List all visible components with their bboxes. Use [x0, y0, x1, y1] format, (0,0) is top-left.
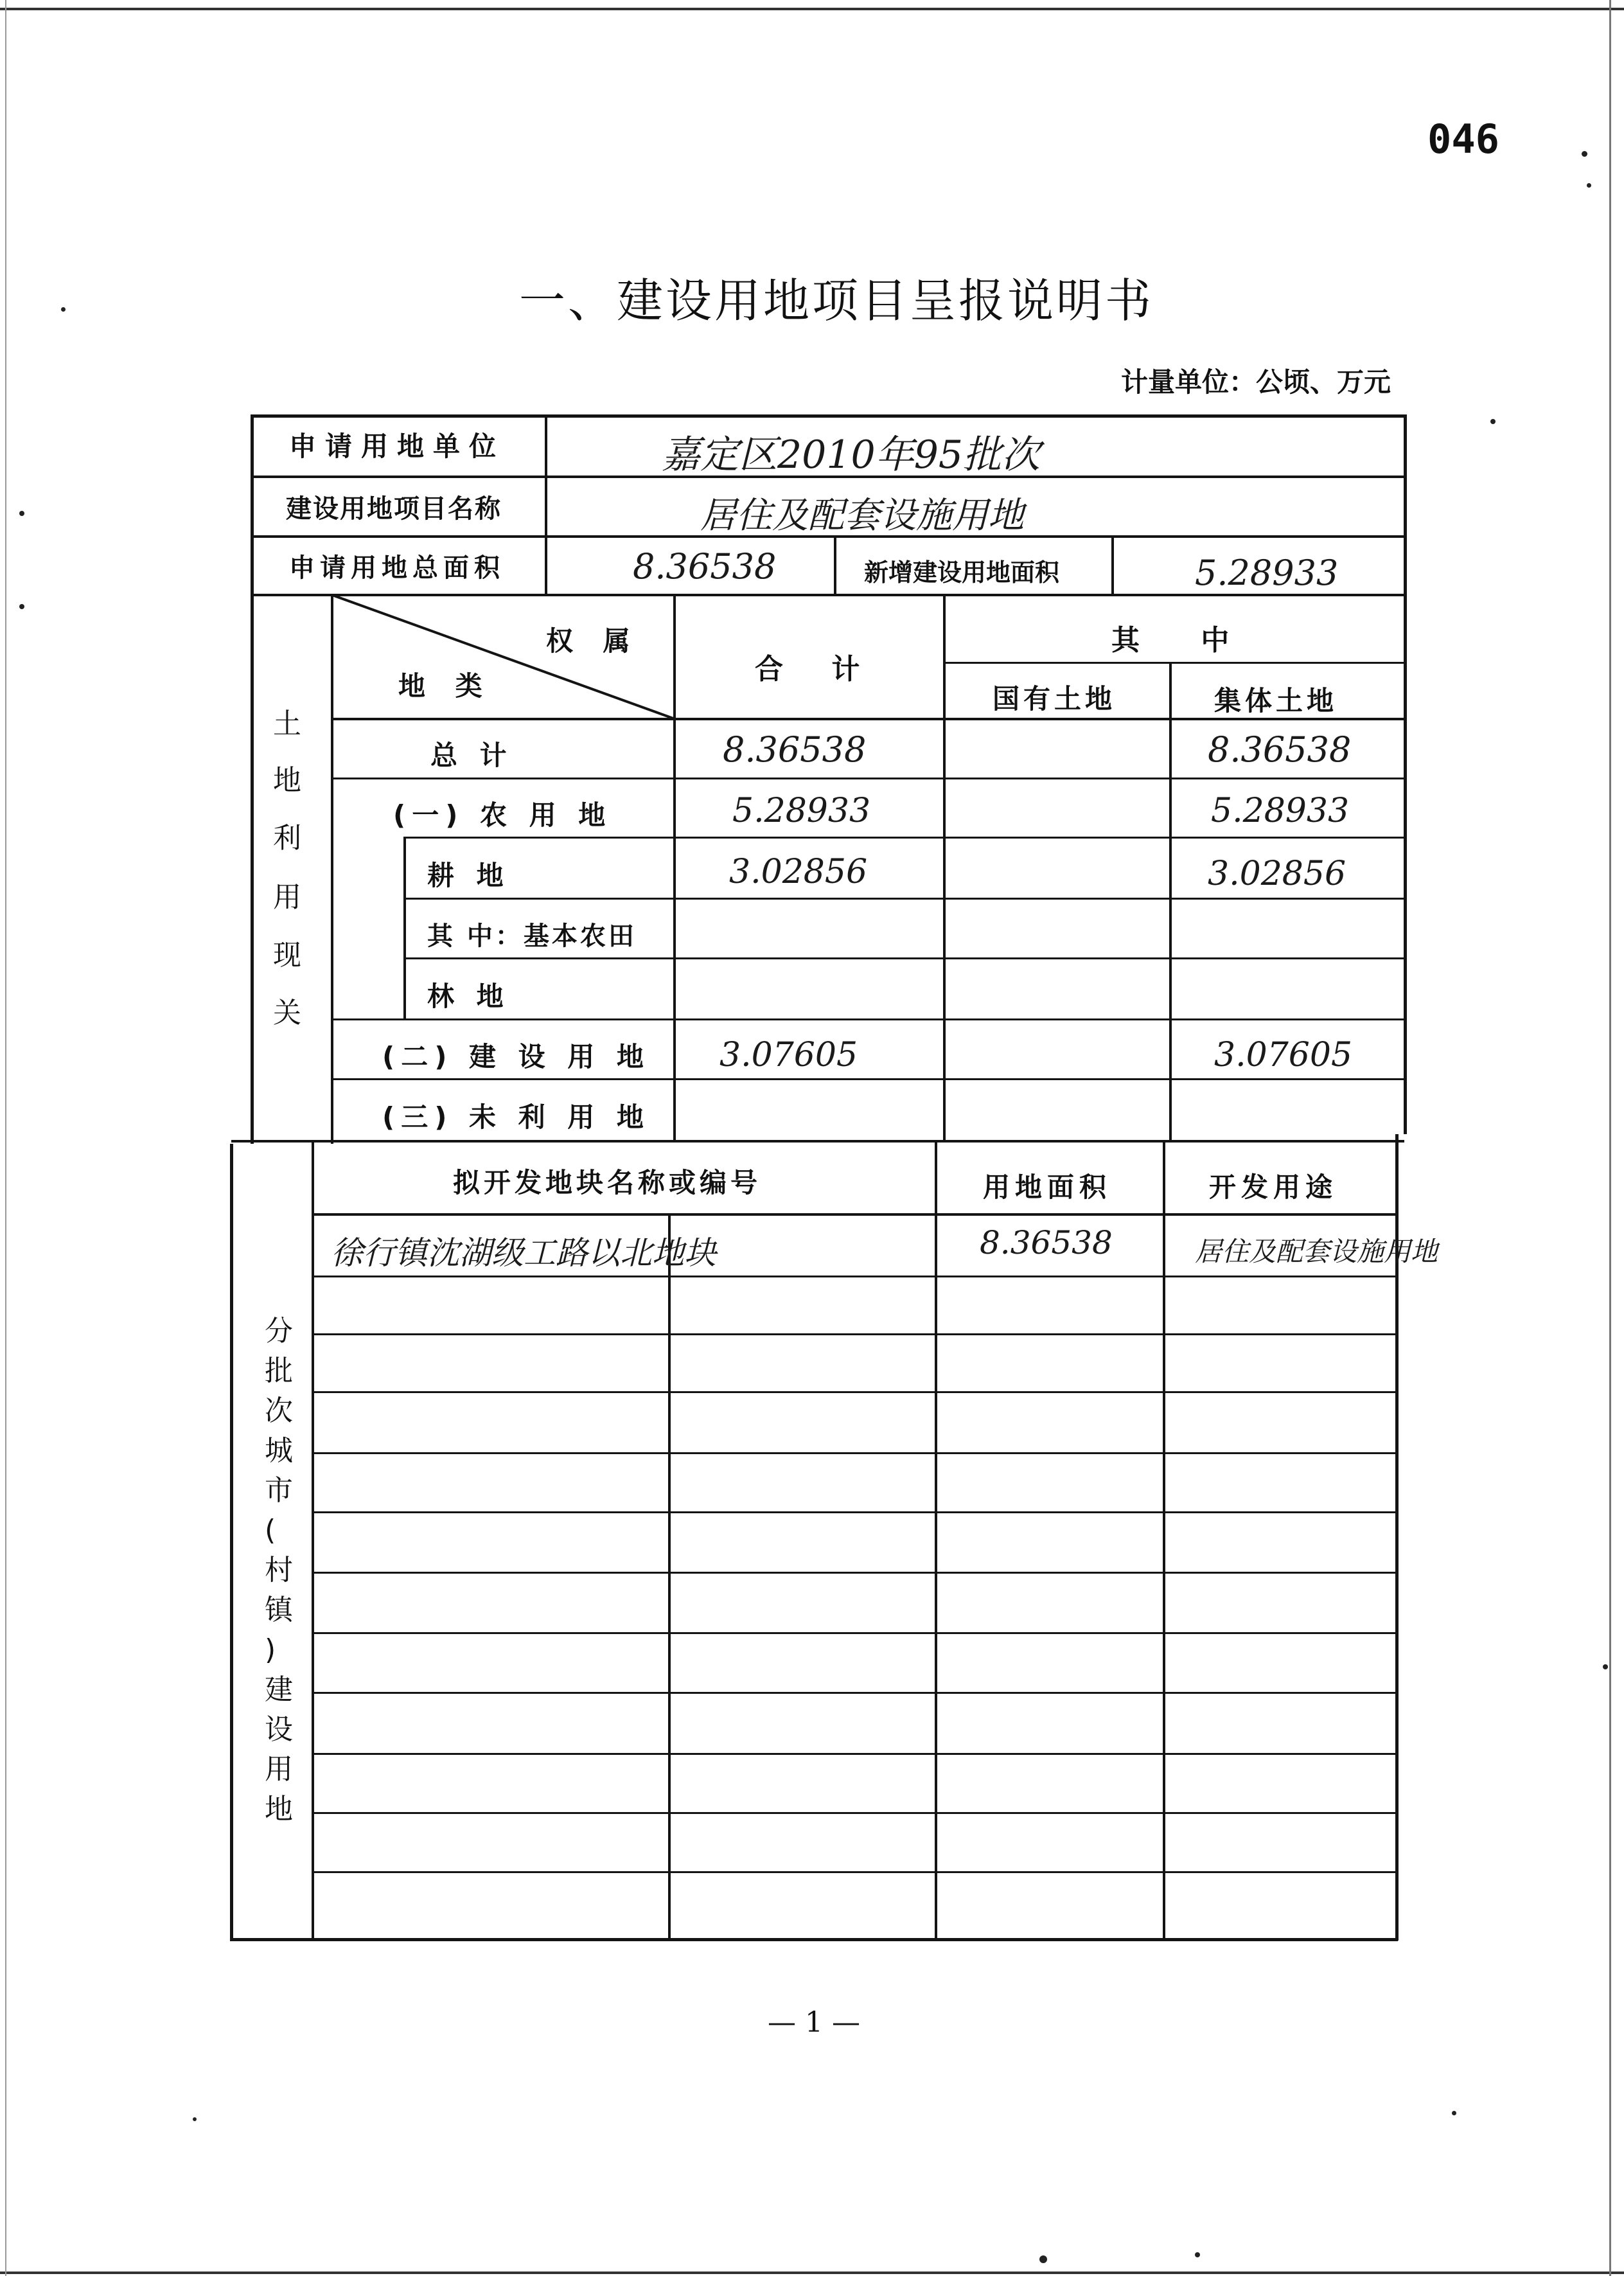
new-area-value: 5.28933: [1195, 553, 1339, 593]
page-title: 一、建设用地项目呈报说明书: [519, 274, 1154, 328]
new-area-label: 新增建设用地面积: [864, 558, 1060, 587]
row-label-forest: 林 地: [427, 981, 510, 1012]
col-total-header: 合 计: [755, 653, 879, 686]
col-area-header: 用地面积: [983, 1171, 1112, 1203]
unit-note: 计量单位：公顷、万元: [1121, 366, 1391, 398]
col-use-header: 开发用途: [1209, 1171, 1338, 1203]
col-plot-header: 拟开发地块名称或编号: [453, 1167, 762, 1198]
value-construction-collective: 3.07605: [1214, 1036, 1353, 1074]
total-area-label: 申请用地总面积: [289, 553, 505, 583]
value-cultivated-total: 3.02856: [729, 853, 868, 891]
value-cultivated-collective: 3.02856: [1208, 855, 1346, 893]
diagonal-header-ownership: 权 属: [546, 625, 640, 657]
value-agricultural-collective: 5.28933: [1211, 792, 1350, 830]
value-grand-total: 8.36538: [723, 729, 867, 770]
col-collective-land-header: 集体土地: [1214, 685, 1338, 716]
footer-page-number: — 1 —: [768, 2006, 860, 2039]
total-area-value: 8.36538: [633, 546, 777, 587]
applicant-label: 申请用地单位: [289, 431, 506, 462]
row-label-grand-total: 总 计: [430, 740, 513, 771]
project-name-value: 居住及配套设施用地: [700, 495, 1024, 537]
row-label-cultivated: 耕 地: [427, 860, 510, 891]
page-number-stamp: 046: [1427, 116, 1499, 163]
project-name-label: 建设用地项目名称: [286, 494, 502, 524]
row-label-basic-farmland: 其 中：基本农田: [427, 921, 637, 951]
row-label-agricultural: (一) 农 用 地: [393, 799, 612, 831]
col-of-which-header: 其 中: [1111, 624, 1255, 657]
diagonal-header-land-type: 地 类: [398, 670, 493, 702]
batch-row-area: 8.36538: [980, 1224, 1113, 1261]
value-grand-total-collective: 8.36538: [1208, 729, 1352, 770]
batch-row-plot: 徐行镇沈湖级工路以北地块: [331, 1234, 716, 1272]
applicant-value: 嘉定区2010年95批次: [662, 432, 1041, 477]
row-label-construction: (二) 建 设 用 地: [382, 1041, 650, 1072]
page: 046 一、建设用地项目呈报说明书 计量单位：公顷、万元 申请用地单位 嘉定区2010年95批次 建设用地项目名称 居住及配套设施用地 申请用地总面积 8.36538 新增建设用地面积 5.28933 土 地 利 用 现 关 权 属 地 类 合 计 其 中 国有土地 集体土地 总 计 (一) 农 用 地 耕 地 其 中：基本农田 林 地 (二) 建 设 用 地 (三) 未 利 用 地 8.36538 8.36538 5.28933 5.28933 3.02856 3.02856 3.07605 3.07605 分 批 次 城 市 ( 村 镇 ) 建 设 用 地 拟开发地块名称或编号 用地面积 开发用途 徐行镇沈湖级工路以北地块 8.36538 居住及配套设施用地 — 1 —: [0, 0, 1624, 2276]
col-state-land-header: 国有土地: [993, 683, 1116, 715]
value-construction-total: 3.07605: [719, 1036, 858, 1074]
row-label-unused: (三) 未 利 用 地: [382, 1101, 650, 1133]
value-agricultural-total: 5.28933: [732, 792, 871, 830]
batch-row-use: 居住及配套设施用地: [1195, 1236, 1438, 1267]
